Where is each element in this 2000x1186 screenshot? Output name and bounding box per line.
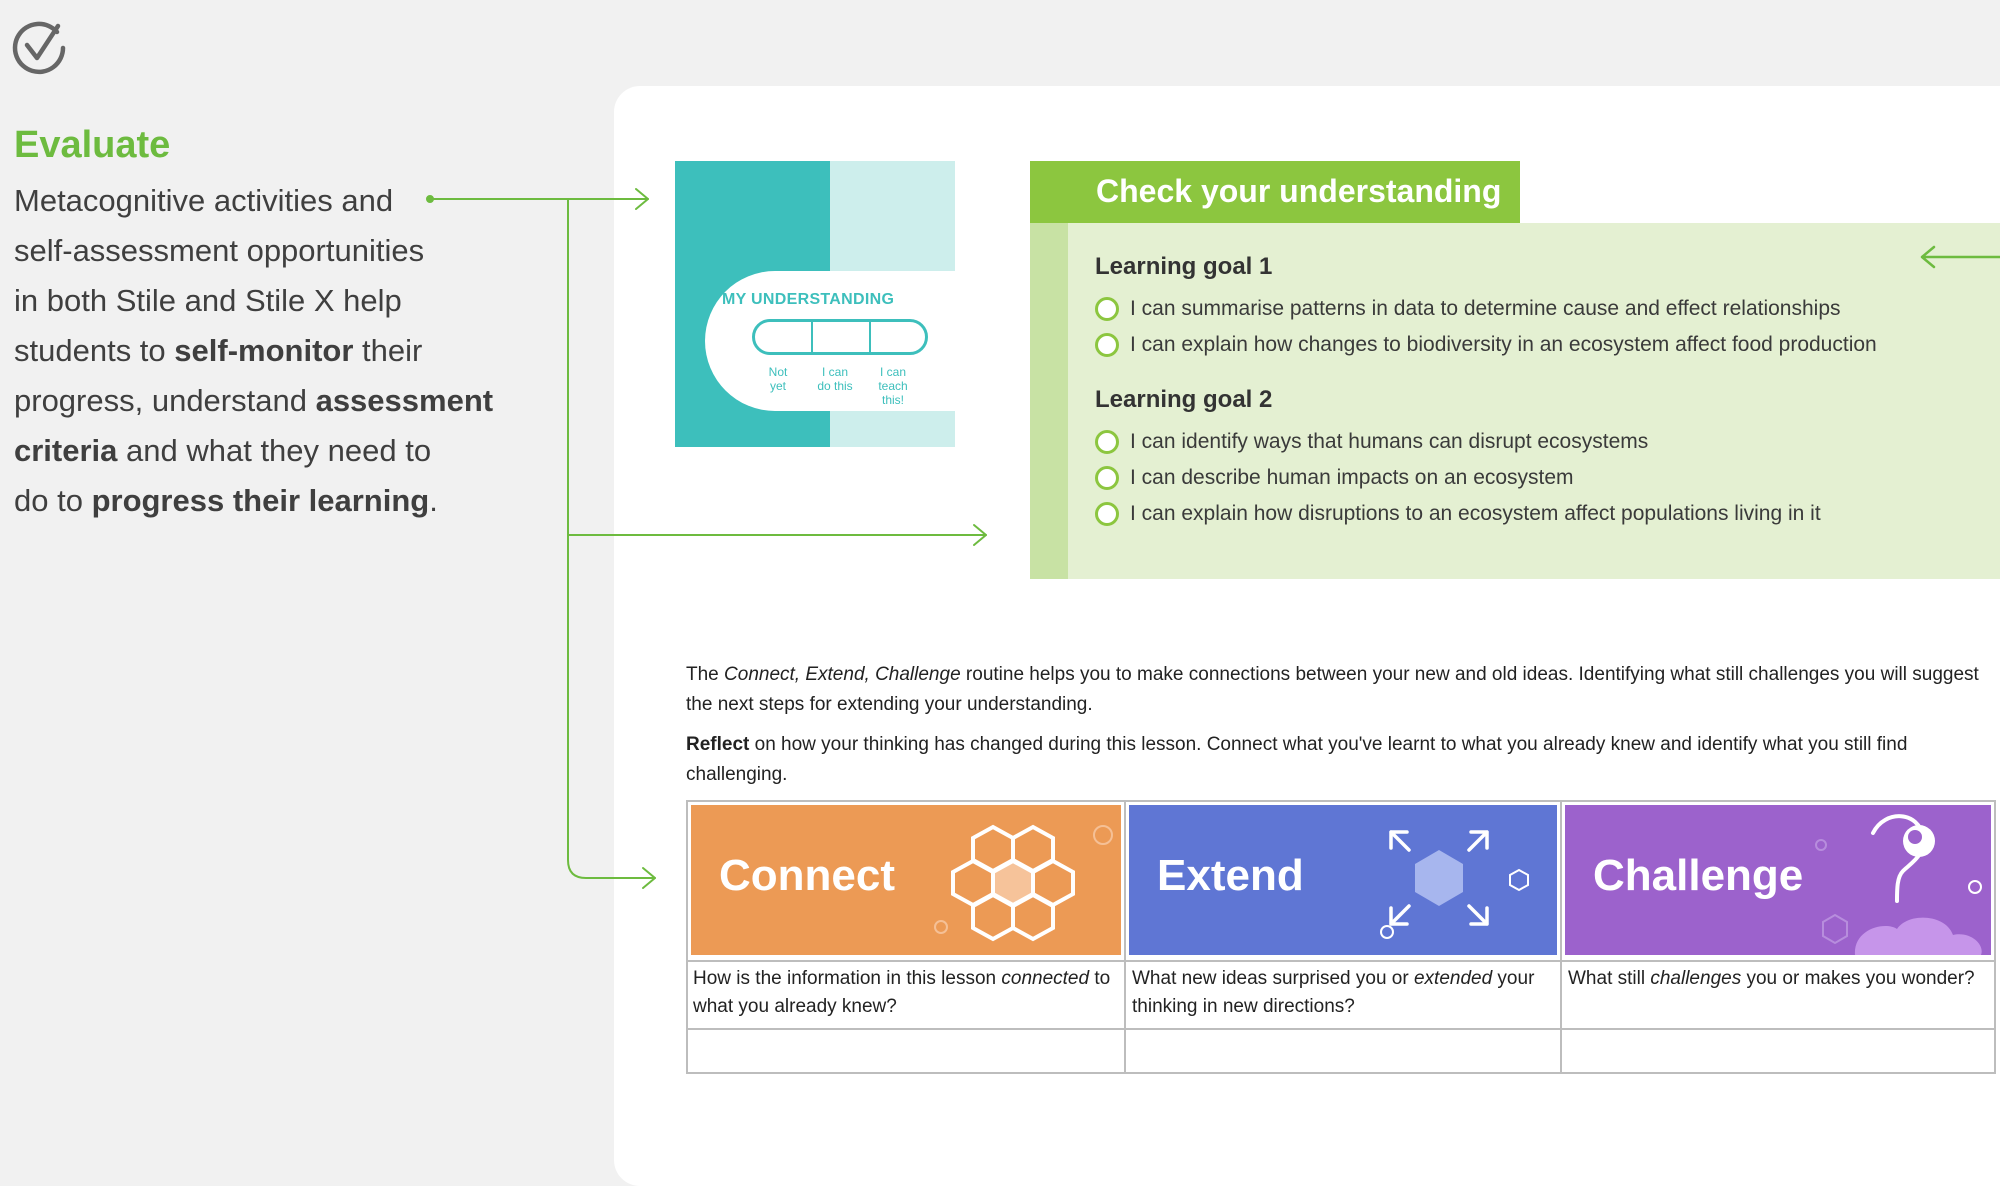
- radio-circle-icon[interactable]: [1095, 430, 1119, 454]
- reflect-instruction-text: Reflect on how your thinking has changed during this lesson. Connect what you've learnt to what you already knew and identify what you still find challenging.: [686, 734, 1908, 785]
- extend-banner: [1129, 805, 1557, 955]
- scale-label-not-yet: Not yet: [768, 365, 788, 393]
- desc-line-1: Metacognitive activities and: [14, 183, 394, 218]
- scale-divider: [811, 322, 813, 352]
- radio-circle-icon[interactable]: [1095, 466, 1119, 490]
- section-heading: Evaluate: [14, 124, 171, 166]
- question-cloud-icon: [1815, 805, 1991, 955]
- extend-label: Extend: [1157, 851, 1304, 900]
- radio-circle-icon[interactable]: [1095, 502, 1119, 526]
- connect-extend-challenge-table: [686, 800, 1996, 1074]
- answer-cell[interactable]: [686, 1028, 1126, 1074]
- goal-checkbox-item[interactable]: I can explain how disruptions to an ecosystem affect populations living in it: [1095, 502, 1821, 526]
- routine-intro-text: The Connect, Extend, Challenge routine helps you to make connections between your new and old ideas. Identifying what still challenges you will suggest the next steps for extending your understanding.: [686, 664, 1979, 715]
- answer-cell[interactable]: [1124, 1028, 1562, 1074]
- goal-checkbox-item[interactable]: I can identify ways that humans can disrupt ecosystems: [1095, 430, 1648, 454]
- hexagon-cluster-icon: [931, 815, 1121, 945]
- extend-question: What new ideas surprised you or extended your thinking in new directions?: [1132, 968, 1535, 1017]
- expand-arrows-icon: [1379, 820, 1549, 945]
- left-arrow-icon: [1918, 245, 2000, 269]
- learning-goal-heading: Learning goal 2: [1095, 386, 1273, 413]
- scale-label-can-do: I can do this: [817, 365, 853, 393]
- section-description: [14, 176, 554, 526]
- challenge-question: What still challenges you or makes you wonder?: [1568, 968, 1975, 989]
- desc-line-5: progress, understand assessment: [14, 383, 494, 418]
- radio-circle-icon[interactable]: [1095, 297, 1119, 321]
- connect-banner: [691, 805, 1121, 955]
- desc-line-2: self-assessment opportunities: [14, 233, 425, 268]
- desc-line-4: students to self-monitor their: [14, 333, 423, 368]
- scale-divider: [869, 322, 871, 352]
- learning-goal-heading: Learning goal 1: [1095, 253, 1273, 280]
- connect-label: Connect: [719, 851, 895, 900]
- understanding-scale-bar: [752, 319, 928, 355]
- check-understanding-strip: [1030, 223, 1068, 579]
- challenge-banner: [1565, 805, 1991, 955]
- desc-line-7: do to progress their learning.: [14, 483, 438, 518]
- goal-checkbox-item[interactable]: I can describe human impacts on an ecosystem: [1095, 466, 1574, 490]
- connect-question: How is the information in this lesson connected to what you already knew?: [693, 968, 1111, 1017]
- desc-line-3: in both Stile and Stile X help: [14, 283, 402, 318]
- answer-cell[interactable]: [1560, 1028, 1996, 1074]
- scale-label-can-teach: I can teach this!: [878, 365, 908, 407]
- my-understanding-card: [675, 161, 988, 447]
- my-understanding-title: MY UNDERSTANDING: [722, 291, 895, 308]
- goal-checkbox-item[interactable]: I can summarise patterns in data to determine cause and effect relationships: [1095, 297, 1841, 321]
- check-understanding-card: [1030, 161, 2000, 579]
- goal-checkbox-item[interactable]: I can explain how changes to biodiversity in an ecosystem affect food production: [1095, 333, 1877, 357]
- check-understanding-title: Check your understanding: [1096, 173, 1502, 209]
- desc-line-6: criteria and what they need to: [14, 433, 432, 468]
- check-circle-icon: [10, 18, 68, 76]
- challenge-label: Challenge: [1593, 851, 1804, 900]
- radio-circle-icon[interactable]: [1095, 333, 1119, 357]
